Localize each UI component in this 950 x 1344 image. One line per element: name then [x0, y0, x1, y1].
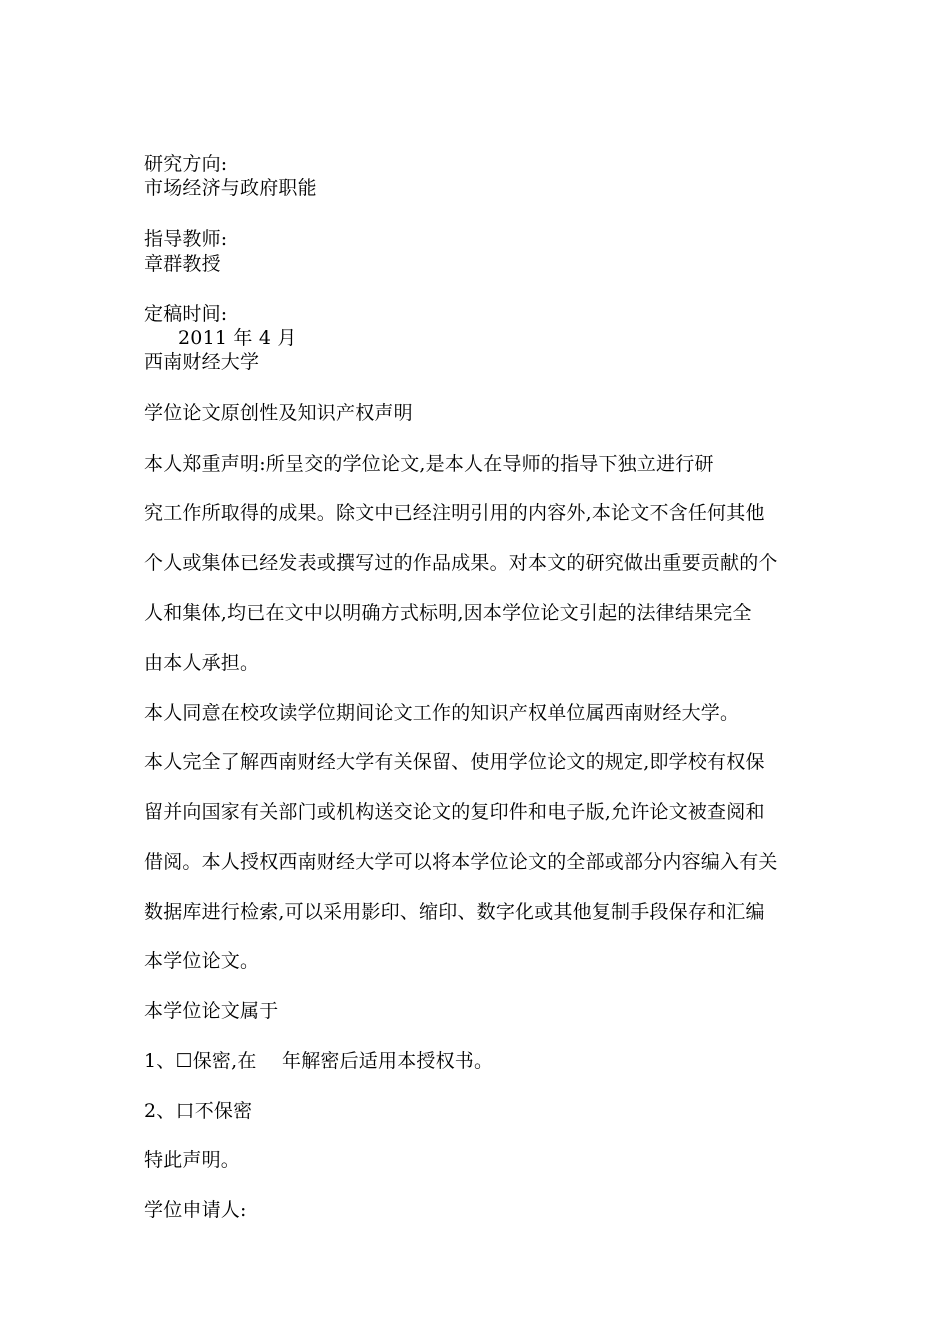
para1-line: 本人郑重声明:所呈交的学位论文,是本人在导师的指导下独立进行研	[144, 453, 714, 475]
university-name: 西南财经大学	[144, 351, 260, 373]
para3-line: 数据库进行检索,可以采用影印、缩印、数字化或其他复制手段保存和汇编	[144, 901, 765, 923]
para3-line: 借阅。本人授权西南财经大学可以将本学位论文的全部或部分内容编入有关	[144, 851, 778, 873]
closing-statement: 特此声明。	[144, 1149, 241, 1171]
para3-line: 留并向国家有关部门或机构送交论文的复印件和电子版,允许论文被查阅和	[144, 801, 765, 823]
finalized-label: 定稿时间:	[144, 303, 228, 325]
research-direction-label: 研究方向:	[144, 153, 228, 175]
para1-line: 由本人承担。	[144, 652, 260, 674]
para2: 本人同意在校攻读学位期间论文工作的知识产权单位属西南财经大学。	[144, 702, 740, 724]
option-confidential: 1、☐保密,在 年解密后适用本授权书。	[144, 1050, 494, 1072]
para3-line: 本人完全了解西南财经大学有关保留、使用学位论文的规定,即学校有权保	[144, 751, 765, 773]
para1-line: 人和集体,均已在文中以明确方式标明,因本学位论文引起的法律结果完全	[144, 602, 752, 624]
belongs-to: 本学位论文属于	[144, 1000, 279, 1022]
para1-line: 个人或集体已经发表或撰写过的作品成果。对本文的研究做出重要贡献的个	[144, 552, 778, 574]
applicant-label: 学位申请人:	[144, 1199, 247, 1221]
advisor-label: 指导教师:	[144, 228, 228, 250]
research-direction-value: 市场经济与政府职能	[144, 177, 317, 199]
para1-line: 究工作所取得的成果。除文中已经注明引用的内容外,本论文不含任何其他	[144, 502, 765, 524]
para3-line: 本学位论文。	[144, 950, 260, 972]
declaration-title: 学位论文原创性及知识产权声明	[144, 402, 413, 424]
advisor-value: 章群教授	[144, 253, 221, 275]
finalized-value: 2011 年 4 月	[178, 327, 297, 349]
option-not-confidential: 2、口不保密	[144, 1100, 253, 1122]
